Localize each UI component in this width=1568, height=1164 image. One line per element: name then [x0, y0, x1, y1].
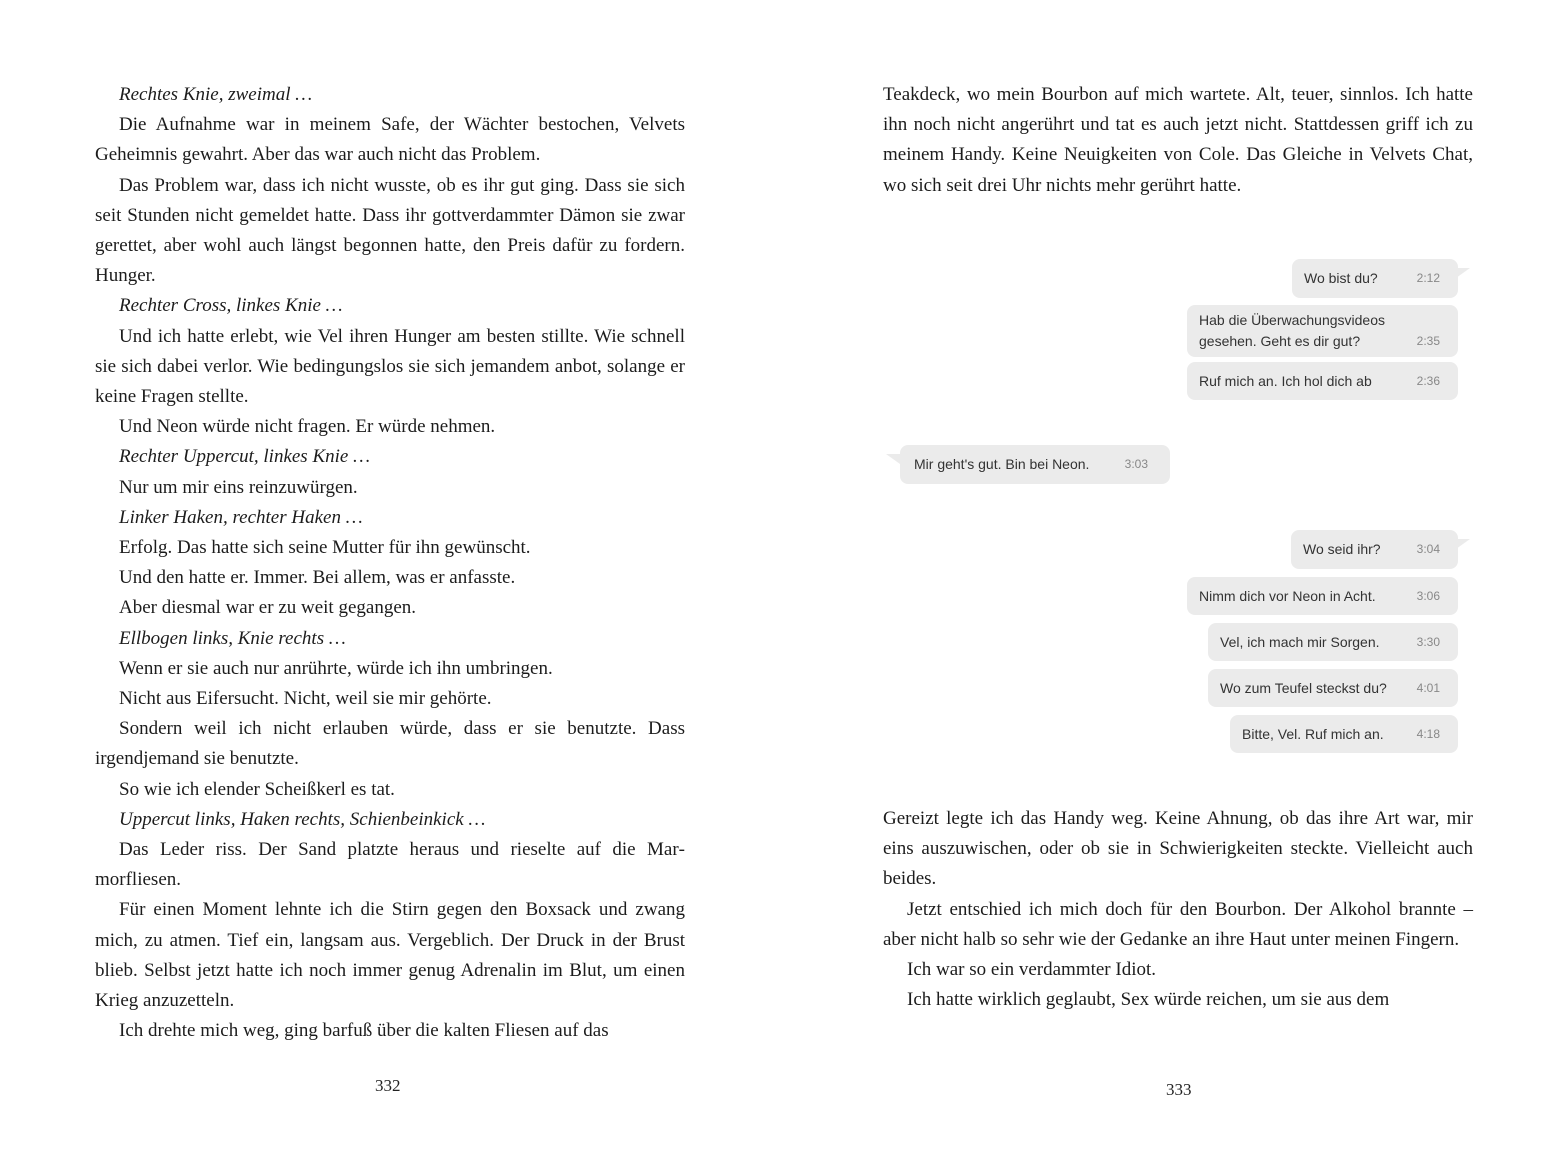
chat-message-text: Ruf mich an. Ich hol dich ab: [1199, 373, 1372, 389]
paragraph: Linker Haken, rechter Haken …: [119, 506, 363, 528]
chat-message-time: 2:35: [1416, 334, 1440, 348]
paragraph: Und ich hatte erlebt, wie Vel ihren Hunger am besten stillte. Wie schnell sie sich dabei verlor. Wie bedingungslos sie sich jemandem anbot, solange er keine Fragen stellte.: [95, 325, 685, 408]
chat-message-text: Wo bist du?: [1304, 270, 1378, 286]
chat-bubble-tail: [1456, 268, 1470, 278]
chat-message-time: 3:04: [1416, 542, 1440, 556]
chat-message-outgoing: [1187, 577, 1458, 615]
chat-message-outgoing: [1208, 623, 1458, 661]
chat-message-time: 4:01: [1416, 681, 1440, 695]
chat-message-text: Nimm dich vor Neon in Acht.: [1199, 588, 1376, 604]
paragraph: Und den hatte er. Immer. Bei allem, was er anfasste.: [119, 567, 516, 589]
paragraph: Erfolg. Das hatte sich seine Mutter für ihn gewünscht.: [119, 537, 531, 559]
chat-message-text: Bitte, Vel. Ruf mich an.: [1242, 726, 1384, 742]
chat-message-text: Wo zum Teufel steckst du?: [1220, 680, 1387, 696]
chat-message-time: 4:18: [1416, 727, 1440, 741]
page-number: 333: [1166, 1080, 1192, 1099]
paragraph: Ich drehte mich weg, ging barfuß über die kalten Fliesen auf das: [119, 1020, 609, 1042]
paragraph: Ellbogen links, Knie rechts …: [119, 627, 346, 649]
paragraph: Das Problem war, dass ich nicht wusste, ob es ihr gut ging. Dass sie sich seit Stunden nicht gemeldet hatte. Dass ihr gottverdammter Dämon sie zwar gerettet, aber wohl auch längst begonnen hatte, den Preis dafür zu fordern. Hunger.: [95, 174, 685, 287]
paragraph: Teakdeck, wo mein Bourbon auf mich wartete. Alt, teuer, sinnlos. Ich hatte ihn noch nicht angerührt und tat es auch jetzt nicht. Stattdessen griff ich zu meinem Handy. Keine Neuigkeiten von Cole. Das Gleiche in Velvets Chat, wo sich seit drei Uhr nichts mehr gerührt hatte.: [883, 84, 1473, 196]
paragraph: Und Neon würde nicht fragen. Er würde nehmen.: [119, 416, 496, 438]
chat-message-outgoing: [1187, 362, 1458, 400]
page-number: 332: [375, 1076, 401, 1095]
chat-message-incoming: [900, 445, 1170, 484]
paragraph: So wie ich elender Scheißkerl es tat.: [119, 778, 395, 800]
paragraph: Das Leder riss. Der Sand platzte heraus und rieselte auf die Marmorfliesen.: [95, 839, 685, 891]
chat-message-outgoing: [1291, 530, 1458, 569]
left-page-body: [95, 80, 685, 1047]
chat-bubble-tail: [886, 454, 900, 464]
paragraph: Gereizt legte ich das Handy weg. Keine Ahnung, ob das ihre Art war, mir eins auszuwischen, oder ob sie in Schwierigkeiten steckte. Vielleicht auch beides.: [883, 808, 1473, 890]
paragraph: Wenn er sie auch nur anrührte, würde ich ihn umbringen.: [119, 657, 553, 679]
paragraph: Sondern weil ich nicht erlauben würde, dass er sie benutzte. Dass irgendjemand sie benutzte.: [95, 718, 685, 770]
chat-message-text: Hab die Überwachungsvideos gesehen. Geht es dir gut?: [1199, 312, 1385, 349]
right-page-body-bottom: [883, 804, 1473, 1015]
chat-message-time: 3:03: [1124, 457, 1148, 471]
chat-message-time: 3:06: [1416, 589, 1440, 603]
paragraph: Die Aufnahme war in meinem Safe, der Wächter bestochen, Velvets Geheimnis gewahrt. Aber das war auch nicht das Problem.: [95, 114, 685, 166]
paragraph: Jetzt entschied ich mich doch für den Bourbon. Der Alkohol brannte – aber nicht halb so sehr wie der Gedanke an ihre Haut unter meinen Fingern.: [883, 898, 1473, 950]
chat-message-time: 3:30: [1416, 635, 1440, 649]
paragraph: Rechter Cross, linkes Knie …: [119, 295, 343, 317]
paragraph: Aber diesmal war er zu weit gegangen.: [119, 597, 417, 619]
right-page: [784, 0, 1568, 1164]
chat-bubble-tail: [1456, 539, 1470, 549]
chat-message-outgoing: [1208, 669, 1458, 707]
paragraph: Rechtes Knie, zweimal …: [119, 84, 313, 105]
chat-message-outgoing: [1230, 715, 1458, 753]
chat-message-outgoing: [1292, 259, 1458, 298]
paragraph: Rechter Uppercut, linkes Knie …: [119, 446, 370, 468]
paragraph: Uppercut links, Haken rechts, Schienbeinkick …: [119, 808, 486, 830]
chat-message-text: Wo seid ihr?: [1303, 541, 1381, 557]
right-page-body-top: [883, 80, 1473, 201]
paragraph: Ich war so ein verdammter Idiot.: [907, 959, 1157, 981]
paragraph: Für einen Moment lehnte ich die Stirn gegen den Boxsack und zwang mich, zu atmen. Tief ein, langsam aus. Vergeblich. Der Druck in der Brust blieb. Selbst jetzt hatte ich noch immer genug Adrenalin im Blut, um einen Krieg anzuzetteln.: [95, 899, 685, 1012]
paragraph: Nicht aus Eifersucht. Nicht, weil sie mir gehörte.: [119, 688, 492, 710]
chat-message-text: Vel, ich mach mir Sorgen.: [1220, 634, 1380, 650]
chat-message-time: 2:12: [1416, 271, 1440, 285]
paragraph: Ich hatte wirklich geglaubt, Sex würde reichen, um sie aus dem: [907, 989, 1390, 1011]
chat-message-time: 2:36: [1416, 374, 1440, 388]
chat-message-text: Mir geht's gut. Bin bei Neon.: [914, 456, 1090, 472]
chat-message-outgoing: [1187, 305, 1458, 357]
paragraph: Nur um mir eins reinzuwürgen.: [119, 476, 358, 498]
